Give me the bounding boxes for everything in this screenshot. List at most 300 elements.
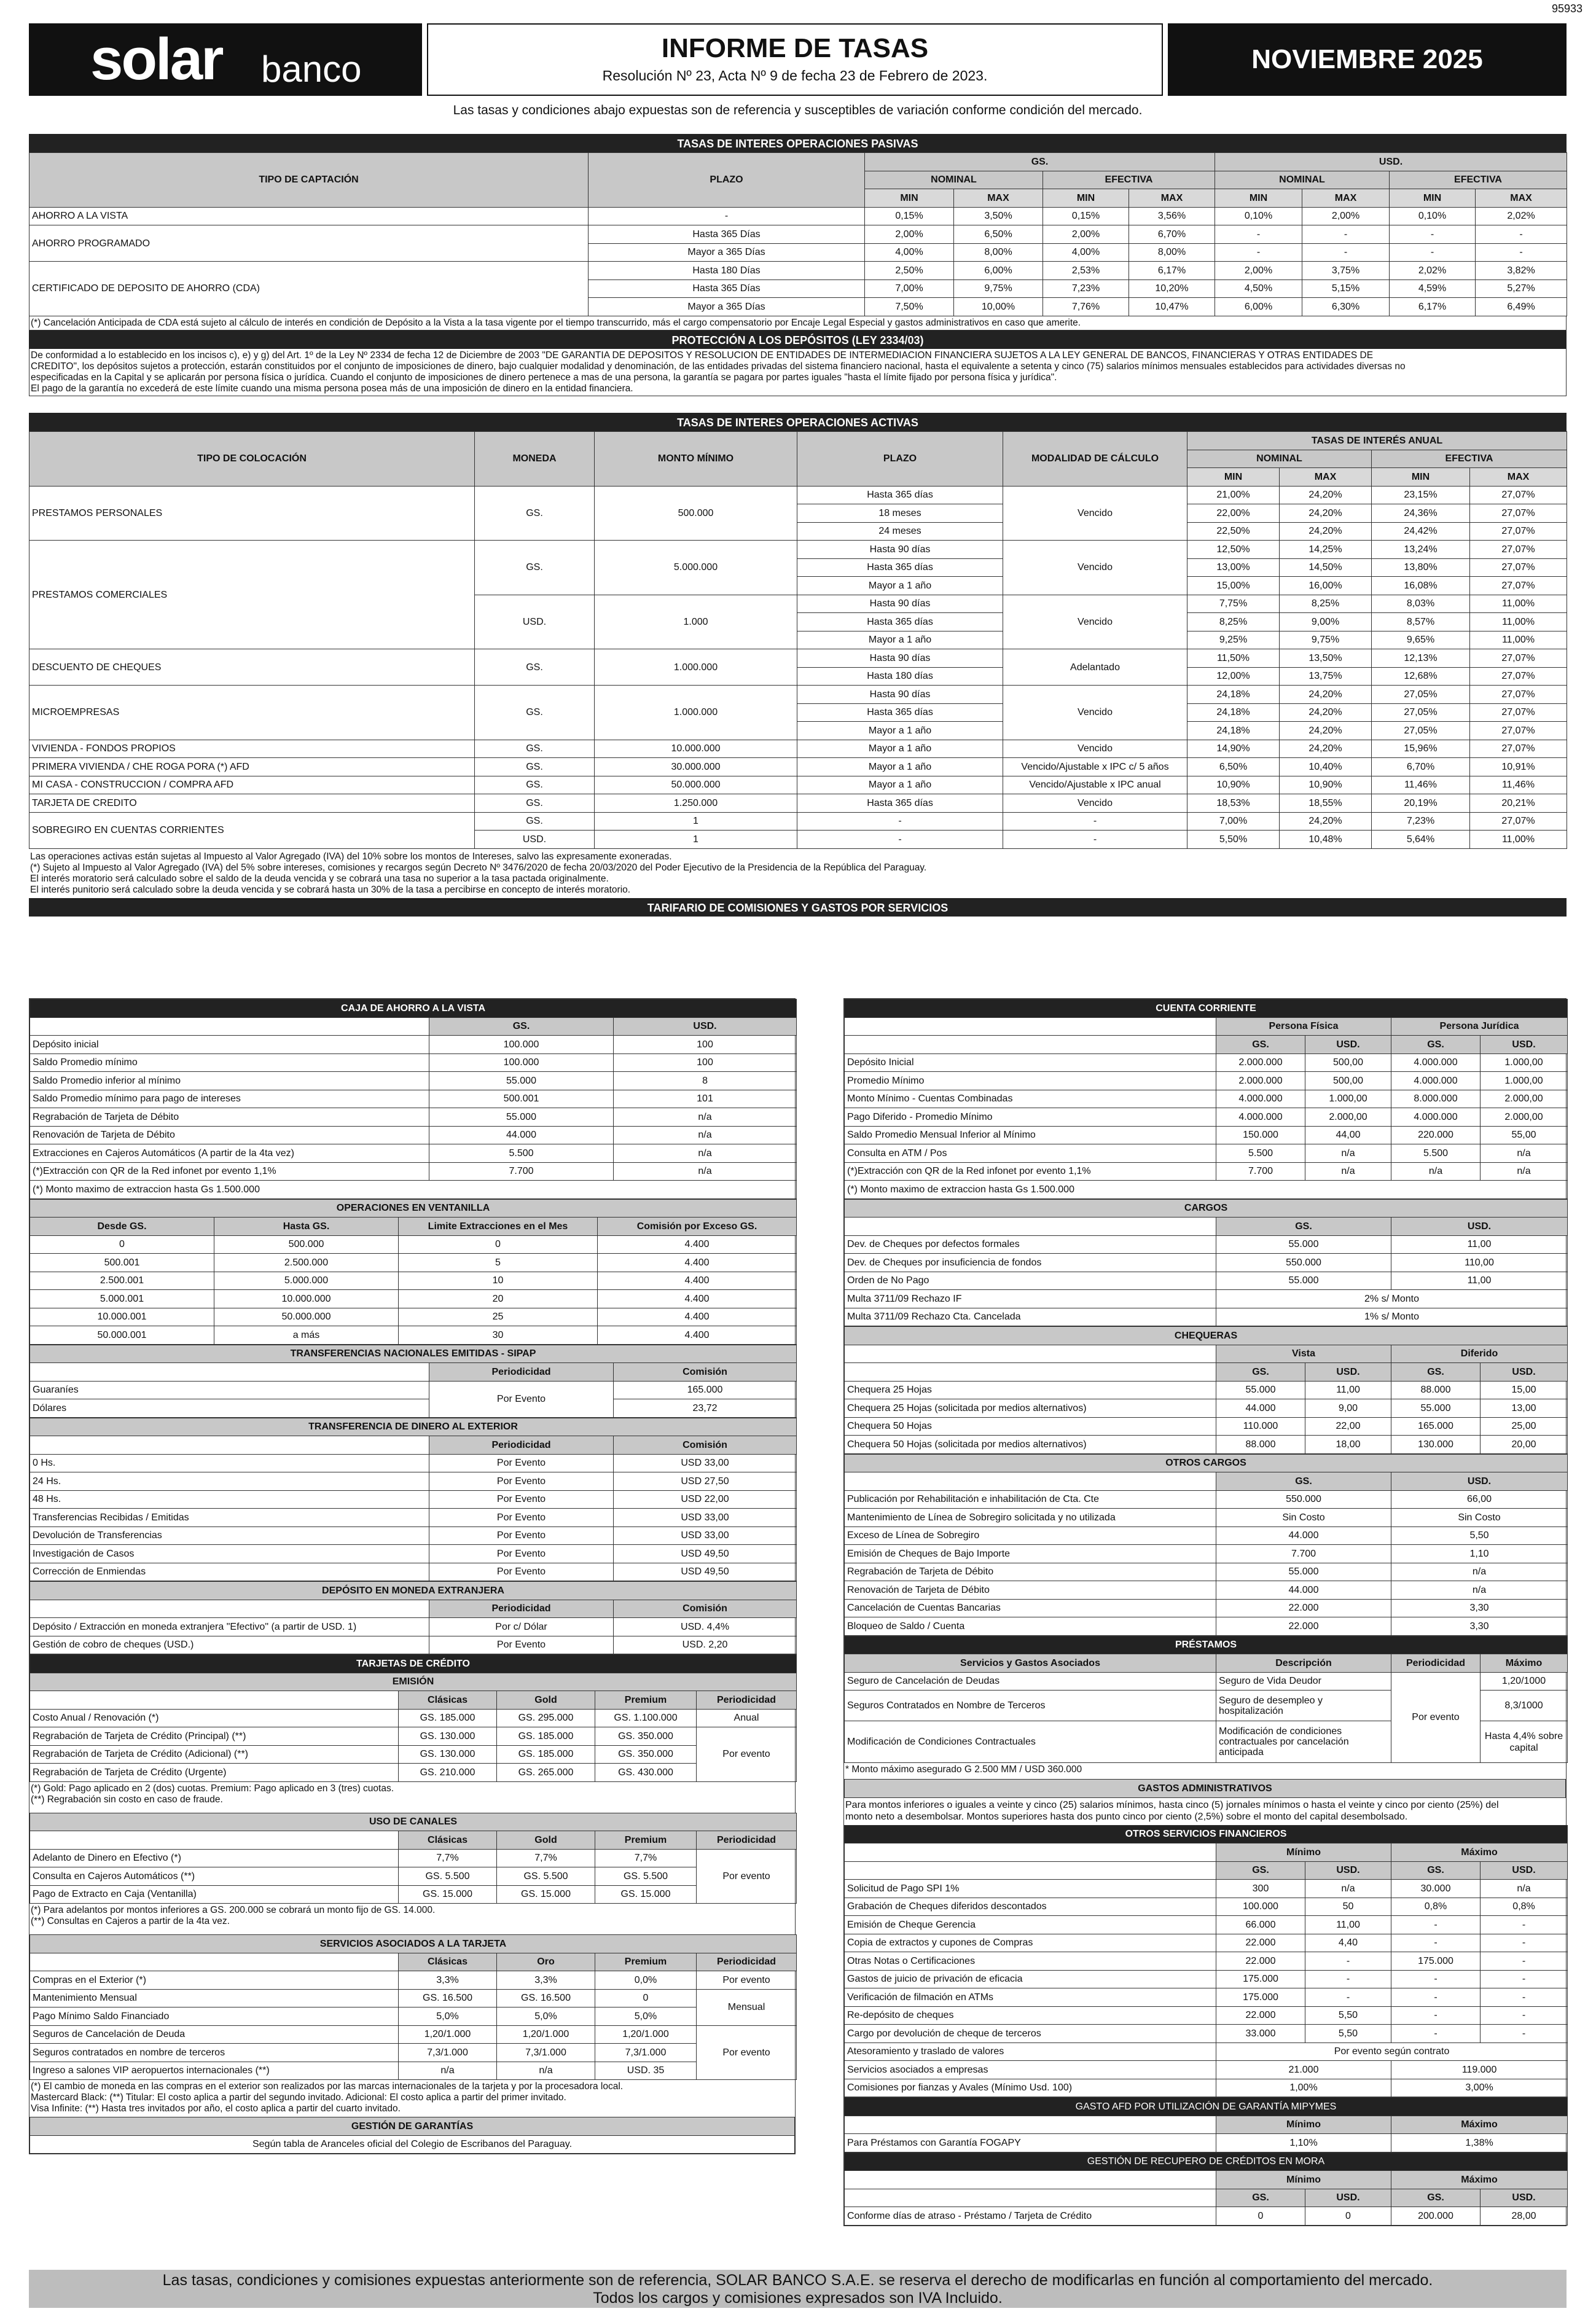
cell: 7.700 (1216, 1545, 1391, 1563)
note-line: (*) Para adelantos por montos inferiores a GS. 200.000 se cobrará un monto fijo de GS. 14.000. (31, 1905, 436, 1915)
cell: GS. 16.500 (399, 1989, 497, 2007)
col-gs: GS. (1391, 1861, 1481, 1880)
col-nominal: NOMINAL (1215, 171, 1390, 189)
cell: n/a (614, 1162, 797, 1181)
admin-text (844, 1798, 1566, 1825)
blank-cell (30, 1436, 429, 1455)
table-row (845, 1054, 1568, 1072)
activas-note: El interés punitorio será calculado sobre la deuda vencida y se cobrará hasta un 30% de la tasa a percibirse en concepto de interés moratorio. (30, 884, 631, 895)
cell: 5,15% (1302, 280, 1390, 298)
activas-title: TASAS DE INTERES OPERACIONES ACTIVAS (29, 413, 1567, 431)
cell: 11,00% (1470, 831, 1567, 849)
cell: 10,48% (1280, 831, 1372, 849)
cell: 1,38% (1391, 2134, 1568, 2152)
cell: 10,90% (1280, 776, 1372, 794)
cell: n/a (1305, 1144, 1391, 1163)
cell: - (1481, 1934, 1568, 1952)
cell: 24,18% (1187, 703, 1280, 722)
col-persona-juridica: Persona Jurídica (1391, 1017, 1568, 1036)
cell: 5.500 (429, 1144, 614, 1163)
col-clasicas: Clásicas (399, 1953, 497, 1971)
row-label: Extracciones en Cajeros Automáticos (A partir de la 4ta vez) (30, 1144, 429, 1163)
cell: 0,15% (865, 207, 954, 225)
page-title: INFORME DE TASAS (661, 33, 929, 63)
cell: 15,00% (1187, 577, 1280, 595)
cell: Seguro de Vida Deudor (1216, 1672, 1391, 1691)
cell: - (1302, 243, 1390, 262)
cell: 11,00% (1470, 595, 1567, 613)
col-usd: USD. (1481, 1363, 1568, 1382)
table-row (29, 207, 1567, 225)
cell: 7,00% (865, 280, 954, 298)
col-gs: GS. (1391, 1036, 1481, 1054)
table-row (845, 1090, 1568, 1108)
cell: 4.400 (598, 1290, 797, 1308)
cell: 11,00% (1470, 631, 1567, 649)
cell: 22,00% (1187, 504, 1280, 523)
cell: Por Evento (429, 1472, 614, 1491)
cell: 6,49% (1476, 298, 1567, 316)
cell: 22.000 (1216, 1617, 1391, 1636)
cell: - (1476, 243, 1567, 262)
cell: 2,00% (1302, 207, 1390, 225)
cell: 5.000.000 (595, 541, 797, 595)
cell: - (1476, 225, 1567, 244)
cell: 9,00 (1305, 1399, 1391, 1418)
cell: USD. 4,4% (614, 1618, 797, 1636)
row-label: Cargo por devolución de cheque de terceros (845, 2025, 1216, 2043)
cell: 13,24% (1372, 541, 1470, 559)
cell: 4.000.000 (1391, 1108, 1481, 1127)
col-persona-fisica: Persona Física (1216, 1017, 1391, 1036)
col-periodicidad: Periodicidad (1391, 1654, 1481, 1673)
row-label: Publicación por Rehabilitación e inhabilitación de Cta. Cte (845, 1490, 1216, 1509)
activas-section (29, 413, 1567, 917)
table-row (30, 1472, 797, 1491)
cell: - (1391, 2006, 1481, 2025)
cc-title: CUENTA CORRIENTE (845, 999, 1568, 1018)
sipap-title: TRANSFERENCIAS NACIONALES EMITIDAS - SIPAP (30, 1345, 797, 1363)
table-row (30, 1144, 797, 1163)
cell: Vencido (1003, 686, 1187, 740)
cell: 10,40% (1280, 758, 1372, 776)
cell: 9,65% (1372, 631, 1470, 649)
cell: 9,75% (954, 280, 1043, 298)
activas-notes (29, 849, 1567, 898)
cell: GS. (475, 541, 595, 595)
cell: n/a (614, 1108, 797, 1127)
row-label: Saldo Promedio inferior al mínimo (30, 1072, 429, 1090)
tarjeta-row-label: Regrabación de Tarjeta de Crédito (Urgente) (30, 1764, 399, 1782)
cell: GS. 5.500 (399, 1867, 497, 1886)
cell: Sin Costo (1216, 1509, 1391, 1527)
cell: Por Evento (429, 1563, 614, 1581)
col-minimo: Mínimo (1216, 2116, 1391, 2134)
cell: Vencido (1003, 794, 1187, 813)
cell: 55.000 (1216, 1563, 1391, 1581)
garantias-table (29, 2117, 795, 2154)
cell: 5,50 (1391, 1526, 1568, 1545)
table-row (29, 262, 1567, 280)
cell: USD. 2,20 (614, 1636, 797, 1654)
cell: Por Evento (429, 1509, 614, 1527)
col-periodicidad: Periodicidad (697, 1691, 797, 1710)
table-row (29, 812, 1567, 831)
table-row (845, 1988, 1568, 2007)
cell: 0 (595, 1989, 697, 2007)
cell: 25 (399, 1308, 598, 1326)
blank-cell (845, 1345, 1216, 1363)
blank-cell (30, 1363, 429, 1382)
col-maximo: Máximo (1391, 2171, 1568, 2189)
sipap-periodicidad: Por Evento (429, 1381, 614, 1417)
sipap-row-label: Dólares (30, 1399, 429, 1418)
table-row (845, 1399, 1568, 1418)
cell: 11,00 (1305, 1916, 1391, 1934)
cell: Por Evento (429, 1454, 614, 1472)
cell: 5 (399, 1254, 598, 1272)
cell: 10.000.000 (595, 740, 797, 758)
cell: 14,90% (1187, 740, 1280, 758)
cell: 20 (399, 1290, 598, 1308)
activas-note: Las operaciones activas están sujetas al Impuesto al Valor Agregado (IVA) del 10% sobre los montos de Intereses, salvo las expresamente exoneradas. (30, 851, 672, 862)
table-row (845, 1898, 1568, 1916)
col-max: MAX (1476, 189, 1567, 208)
cell: GS. 185.000 (399, 1709, 497, 1727)
col-periodicidad: Periodicidad (697, 1953, 797, 1971)
row-label: Bloqueo de Saldo / Cuenta (845, 1617, 1216, 1636)
activas-note: El interés moratorio será calculado sobre el saldo de la deuda vencida y se cobrará una tasa no superior a la tasa pactada originalmente. (30, 873, 609, 884)
cell: 24,20% (1280, 504, 1372, 523)
cell: 18,55% (1280, 794, 1372, 813)
cell: GS. (475, 740, 595, 758)
cell: - (1215, 243, 1302, 262)
col-min: MIN (865, 189, 954, 208)
table-row (845, 1381, 1568, 1399)
cell: 3,30 (1391, 1617, 1568, 1636)
cell: Adelantado (1003, 649, 1187, 686)
col-usd: USD. (1481, 2189, 1568, 2207)
disclaimer: Las tasas y condiciones abajo expuestas son de referencia y susceptibles de variación conforme condición del mercado. (453, 103, 1143, 117)
cell: Mayor a 365 Días (589, 243, 865, 262)
row-label: TARJETA DE CREDITO (29, 794, 475, 813)
cell: 6,70% (1372, 758, 1470, 776)
table-row (29, 486, 1567, 504)
col-plazo: PLAZO (589, 153, 865, 208)
cell: 24,20% (1280, 703, 1372, 722)
row-label: Promedio Mínimo (845, 1072, 1216, 1090)
cell: 7,23% (1043, 280, 1129, 298)
cell: Modificación de condiciones contractuales por cancelación anticipada (1216, 1721, 1391, 1763)
admin-title: GASTOS ADMINISTRATIVOS (845, 1780, 1566, 1798)
col-descripcion: Descripción (1216, 1654, 1391, 1673)
cell: USD 33,00 (614, 1454, 797, 1472)
col-efectiva: EFECTIVA (1390, 171, 1567, 189)
cell: - (1481, 1970, 1568, 1988)
cell: USD 27,50 (614, 1472, 797, 1491)
cell: 5,27% (1476, 280, 1567, 298)
cell: 4.400 (598, 1326, 797, 1345)
tarjetas-title: TARJETAS DE CRÉDITO (30, 1655, 797, 1673)
cell: 7,3/1.000 (497, 2044, 595, 2062)
row-label: Devolución de Transferencias (30, 1526, 429, 1545)
cell: 3,30 (1391, 1599, 1568, 1617)
mora-row-label: Conforme días de atraso - Préstamo / Tarjeta de Crédito (845, 2207, 1216, 2226)
col-min: MIN (1187, 468, 1280, 487)
pasivas-title: TASAS DE INTERES OPERACIONES PASIVAS (29, 134, 1567, 152)
cell: 30.000 (1391, 1880, 1481, 1898)
cell: 55.000 (429, 1072, 614, 1090)
row-label: Regrabación de Tarjeta de Débito (845, 1563, 1216, 1581)
cell: 6,17% (1129, 262, 1215, 280)
canales-table (29, 1813, 797, 1904)
col-usd: USD. (614, 1017, 797, 1036)
table-row (845, 1417, 1568, 1436)
cell: Vencido (1003, 541, 1187, 595)
row-label: Saldo Promedio Mensual Inferior al Mínimo (845, 1126, 1216, 1144)
cell: - (1481, 1916, 1568, 1934)
col-max: MAX (1280, 468, 1372, 487)
cell: 100.000 (429, 1036, 614, 1054)
row-label: 48 Hs. (30, 1490, 429, 1509)
chequeras-table (844, 1326, 1568, 1454)
cell: Hasta 90 días (797, 686, 1003, 704)
cell: 4.400 (598, 1272, 797, 1290)
cell: Por Evento (429, 1490, 614, 1509)
cell: GS. 1.100.000 (595, 1709, 697, 1727)
cell: 9,00% (1280, 613, 1372, 631)
col-maximo: Máximo (1391, 1843, 1568, 1862)
cell: - (797, 831, 1003, 849)
cell: 7,23% (1372, 812, 1470, 831)
canales-title: USO DE CANALES (30, 1813, 797, 1831)
col-efectiva: EFECTIVA (1372, 450, 1567, 468)
cell: Hasta 365 días (797, 558, 1003, 577)
cell: GS. 350.000 (595, 1727, 697, 1746)
cell: 24,20% (1280, 522, 1372, 541)
cell: Por evento según contrato (1216, 2043, 1568, 2061)
note-line: monto neto a desembolsar. Montos superiores hasta dos punto cinco por ciento (2,5%) sobre el monto del capital desembolsado. (845, 1811, 1408, 1822)
cell: 550.000 (1216, 1254, 1391, 1272)
col-comision: Comisión (614, 1600, 797, 1618)
note-line: Mastercard Black: (**) Titular: El costo aplica a partir del segundo invitado. Adicional: El costo aplica a partir del primer invitado. (31, 2092, 566, 2103)
cell: 1.000.000 (595, 649, 797, 686)
cell: 44.000 (1216, 1399, 1305, 1418)
cell: 7,00% (1187, 812, 1280, 831)
row-label: Saldo Promedio mínimo para pago de intereses (30, 1090, 429, 1108)
table-row (845, 1509, 1568, 1527)
blank-cell (30, 1831, 399, 1850)
cell: 3,3% (399, 1971, 497, 1990)
cell: 27,07% (1470, 703, 1567, 722)
table-row (845, 2025, 1568, 2043)
cell: 55.000 (1216, 1381, 1305, 1399)
cell: 30 (399, 1326, 598, 1345)
table-row (845, 1235, 1568, 1254)
col-comision: Comisión (614, 1436, 797, 1455)
cell: 1 (595, 812, 797, 831)
cell: 14,25% (1280, 541, 1372, 559)
cell: 101 (614, 1090, 797, 1108)
cell: 1% s/ Monto (1216, 1308, 1568, 1326)
cell: 66,00 (1391, 1490, 1568, 1509)
row-label: Depósito Inicial (845, 1054, 1216, 1072)
col-clasicas: Clásicas (399, 1691, 497, 1710)
col-usd: USD. (1305, 2189, 1391, 2207)
blank-cell (845, 1861, 1216, 1880)
cell: 11,00 (1391, 1235, 1568, 1254)
row-label: Verificación de filmación en ATMs (845, 1988, 1216, 2007)
cell: Mayor a 365 Días (589, 298, 865, 316)
cell: 500.000 (595, 486, 797, 541)
cell: n/a (1391, 1563, 1568, 1581)
table-row (845, 1970, 1568, 1988)
table-row (845, 1599, 1568, 1617)
cell: 50 (1305, 1898, 1391, 1916)
cell: - (1305, 1988, 1391, 2007)
afd-table (844, 2097, 1568, 2152)
cell: 10 (399, 1272, 598, 1290)
row-label: Regrabación de Tarjeta de Débito (30, 1108, 429, 1127)
osf-row-label: Comisiones por fianzas y Avales (Mínimo Usd. 100) (845, 2079, 1216, 2097)
cell: Hasta 90 días (797, 595, 1003, 613)
cell: 66.000 (1216, 1916, 1305, 1934)
col-usd: USD. (1481, 1861, 1568, 1880)
cell: USD 33,00 (614, 1509, 797, 1527)
cargos-table (844, 1199, 1568, 1327)
note-line: (**) Regrabación sin costo en caso de fraude. (31, 1794, 223, 1805)
cell: 22.000 (1216, 1599, 1391, 1617)
cell: 1,20/1.000 (497, 2025, 595, 2044)
cell: 7,3/1.000 (399, 2044, 497, 2062)
cell: n/a (614, 1144, 797, 1163)
caja-title: CAJA DE AHORRO A LA VISTA (30, 999, 797, 1018)
cell: 10,00% (954, 298, 1043, 316)
cell: Por evento (697, 2025, 797, 2080)
cell: 13,75% (1280, 667, 1372, 686)
cell: 18,53% (1187, 794, 1280, 813)
cc-table (844, 999, 1568, 1199)
col-max: MAX (1129, 189, 1215, 208)
sipap-value: 23,72 (614, 1399, 797, 1418)
table-row (30, 1272, 797, 1290)
col-premium: Premium (595, 1831, 697, 1850)
cell: 100.000 (1216, 1898, 1305, 1916)
cell: - (1305, 1952, 1391, 1971)
cell: 8,25% (1280, 595, 1372, 613)
cell: - (1003, 812, 1187, 831)
cell: 27,07% (1470, 812, 1567, 831)
osf-row-label: Servicios asociados a empresas (845, 2061, 1216, 2079)
cell: 50.000.000 (595, 776, 797, 794)
row-label: PRESTAMOS COMERCIALES (29, 541, 475, 649)
table-row (29, 225, 1567, 244)
cell: Por evento (697, 1849, 797, 1904)
row-label: AHORRO A LA VISTA (29, 207, 589, 225)
cell: Hasta 180 Días (589, 262, 865, 280)
col-modalidad: MODALIDAD DE CÁLCULO (1003, 432, 1187, 487)
cell: 44.000 (429, 1126, 614, 1144)
servicios-notes (29, 2080, 795, 2117)
cell: Por evento (1391, 1672, 1481, 1763)
cell: 11,46% (1470, 776, 1567, 794)
afd-title: GASTO AFD POR UTILIZACIÓN DE GARANTÍA MIPYMES (845, 2098, 1568, 2116)
cell: n/a (614, 1126, 797, 1144)
logo-main: solar (90, 26, 222, 92)
table-row (30, 1326, 797, 1345)
proteccion-line: CREDITO", los depósitos sujetos a protección, estarán constituidos por el conjunto de imposiciones de dinero, bajo cualquier modalidad y denominación, de las entidades privadas del sistema financiero nacional, hasta el equivalente a setenta y cinco (75) salarios mínimos mensuales establecidos para actividades diversas no (31, 361, 1406, 372)
period-box: NOVIEMBRE 2025 (1168, 23, 1567, 96)
prestamos-table (844, 1636, 1568, 1764)
cell: USD 49,50 (614, 1545, 797, 1563)
cell: 500.001 (429, 1090, 614, 1108)
cell: 500.001 (30, 1254, 214, 1272)
cell: 1.000.000 (595, 686, 797, 740)
cell: 8.000.000 (1391, 1090, 1481, 1108)
col-usd: USD. (1391, 1218, 1568, 1236)
col-nominal: NOMINAL (1187, 450, 1372, 468)
resolution: Resolución Nº 23, Acta Nº 9 de fecha 23 de Febrero de 2023. (602, 68, 988, 84)
cell: 10,20% (1129, 280, 1215, 298)
cell: 6,17% (1390, 298, 1476, 316)
caja-table (29, 999, 797, 1199)
proteccion-line: especificadas en la Capital y se aplicarán por persona física o jurídica. Cuando el conjunto de imposiciones de dinero pertenece a mas de una persona, la garantía se pagara por partes iguales "hasta el límite fijado por persona física y jurídica". (31, 372, 1057, 383)
table-row (845, 1126, 1568, 1144)
table-row (30, 1545, 797, 1563)
row-label: MI CASA - CONSTRUCCION / COMPRA AFD (29, 776, 475, 794)
cell: 8,00% (1129, 243, 1215, 262)
table-row (30, 1054, 797, 1072)
cell: 4.000.000 (1391, 1054, 1481, 1072)
col-min: MIN (1372, 468, 1470, 487)
cell: GS. 350.000 (595, 1745, 697, 1764)
cell: 22.000 (1216, 1934, 1305, 1952)
cell: n/a (1391, 1162, 1481, 1181)
row-label: Grabación de Cheques diferidos descontados (845, 1898, 1216, 1916)
row-label: Investigación de Casos (30, 1545, 429, 1563)
cell: 100 (614, 1036, 797, 1054)
col-maximo: Máximo (1391, 2116, 1568, 2134)
exterior-title: TRANSFERENCIA DE DINERO AL EXTERIOR (30, 1418, 797, 1436)
cell: 7,75% (1187, 595, 1280, 613)
col-gs: GS. (1216, 2189, 1305, 2207)
cell: 22.000 (1216, 1952, 1305, 1971)
cell: USD. (475, 831, 595, 849)
cell: Hasta 180 días (797, 667, 1003, 686)
cell: 30.000.000 (595, 758, 797, 776)
servicio-row-label: Seguros de Cancelación de Deuda (30, 2025, 399, 2044)
row-label: Renovación de Tarjeta de Débito (30, 1126, 429, 1144)
cell: 1,20/1000 (1481, 1672, 1568, 1691)
sipap-row-label: Guaraníes (30, 1381, 429, 1399)
logo-sub: banco (261, 49, 362, 90)
cell: Hasta 365 días (797, 794, 1003, 813)
cell: 6,70% (1129, 225, 1215, 244)
cell: GS. 15.000 (399, 1885, 497, 1904)
col-min: MIN (1215, 189, 1302, 208)
cell: Por c/ Dólar (429, 1618, 614, 1636)
col-gold: Gold (497, 1831, 595, 1850)
cell: 24,20% (1280, 686, 1372, 704)
table-row (845, 2006, 1568, 2025)
cell: 20,19% (1372, 794, 1470, 813)
cell: 55.000 (1216, 1272, 1391, 1290)
cell: 2.000.000 (1216, 1072, 1305, 1090)
cell: - (1481, 1988, 1568, 2007)
cell: 110,00 (1391, 1254, 1568, 1272)
proteccion-line: De conformidad a lo establecido en los incisos c), e) y g) del Art. 1º de la Ley Nº 2334 de fecha 12 de Diciembre de 2003 "DE GARANTIA DE DEPOSITOS Y RESOLUCION DE ENTIDADES DE INTERMEDIACION FINANCIERA SUJETOS A LA LEY GENERAL DE BANCOS, FINANCIERAS Y OTRAS ENTIDADES DE (31, 350, 1374, 361)
cell: 0,15% (1043, 207, 1129, 225)
